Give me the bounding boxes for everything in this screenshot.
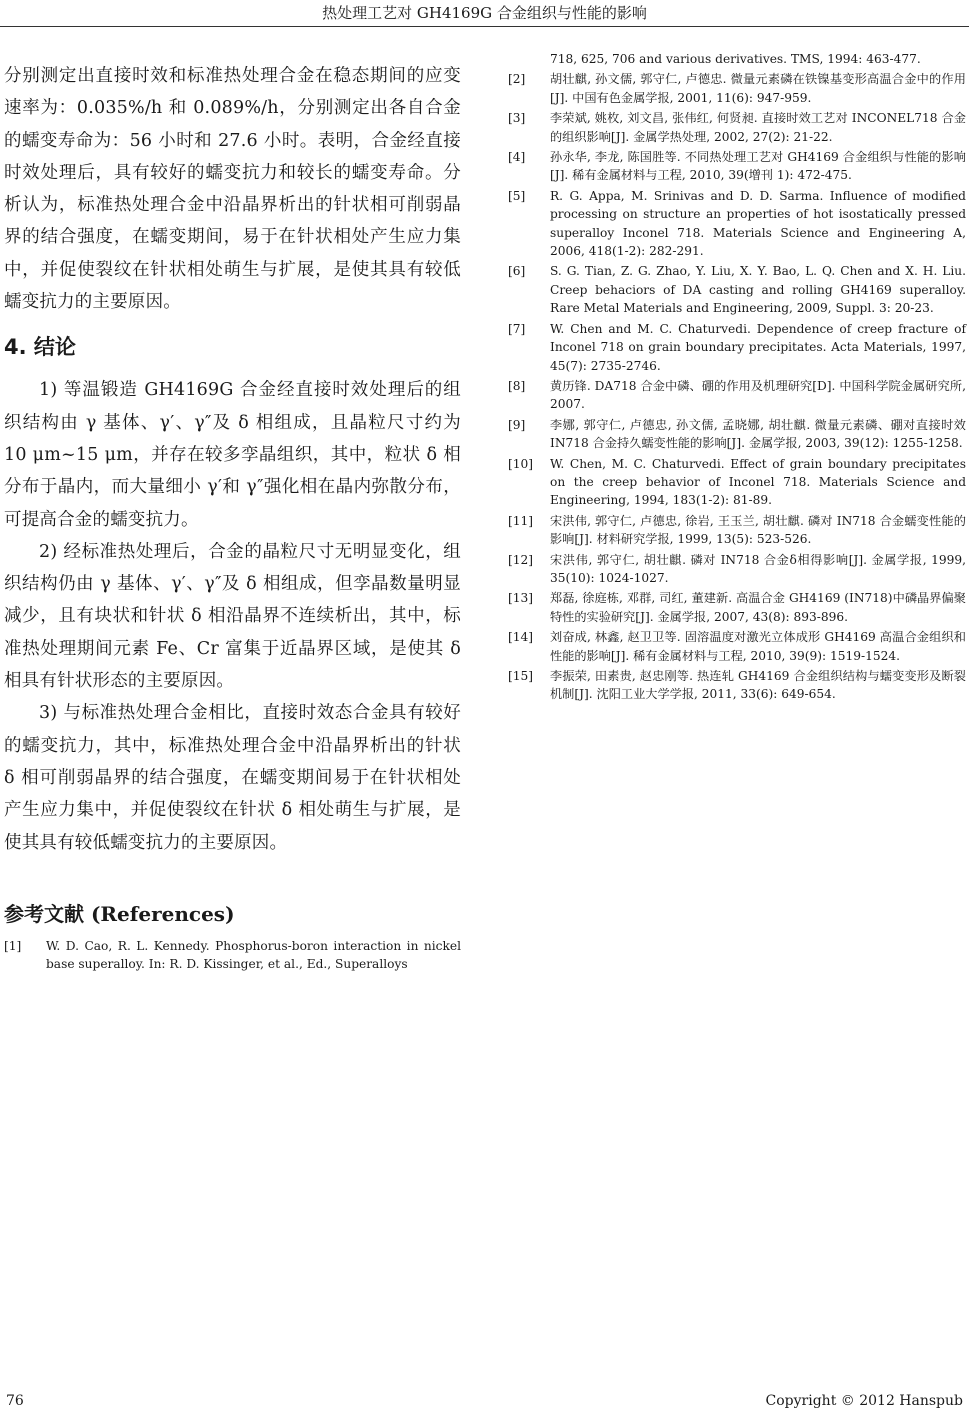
reference-item [508,262,966,317]
header-divider [0,26,969,27]
reference-number: [9] [508,417,526,432]
reference-continuation: 718, 625, 706 and various derivatives. TMS, 1994: 463-477. [550,52,921,66]
reference-number: [4] [508,150,526,165]
reference-text: 宋洪伟, 郭守仁, 卢德忠, 徐岩, 王玉兰, 胡壮麒. 磷对 IN718 合金蠕变性能的影响[J]. 材料研究学报, 1999, 13(5): 523-526. [550,513,966,547]
reference-number: [5] [508,188,526,203]
reference-text: W. Chen and M. C. Chaturvedi. Dependence of creep fracture of Inconel 718 on grain boundary precipitates. Acta Materials, 1997, 45(7): 2735-2746. [550,321,966,373]
reference-number: [11] [508,513,534,528]
reference-item [508,551,966,588]
reference-number: [15] [508,669,534,683]
section-title-conclusions: 4. 结论 [4,335,76,360]
reference-number: [10] [508,456,534,471]
reference-text: W. D. Cao, R. L. Kennedy. Phosphorus-boron interaction in nickel base superalloy. In: R. D. Kissinger, et al., Ed., Superalloys [46,938,461,972]
references-title [4,899,461,929]
reference-text: 孙永华, 李龙, 陈国胜等. 不同热处理工艺对 GH4169 合金组织与性能的影响[J]. 稀有金属材料与工程, 2010, 39(增刊 1): 472-475. [550,150,966,183]
reference-item [508,109,966,146]
reference-item [508,667,966,704]
reference-item [4,937,461,974]
reference-number: [6] [508,264,526,279]
reference-number: [12] [508,552,534,567]
reference-number: [13] [508,591,534,606]
running-header: 热处理工艺对 GH4169G 合金组织与性能的影响 [322,4,647,22]
reference-item [508,187,966,261]
reference-text: S. G. Tian, Z. G. Zhao, Y. Liu, X. Y. Bao, L. Q. Chen and X. H. Liu. Creep behaciors of DA casting and rolling GH4169 superalloy. Rare Metal Materials and Engineering, 2009, Suppl. 3: 20-23. [550,264,966,316]
page-number: 76 [6,1393,24,1409]
reference-item [508,70,966,107]
references-title-en: (References) [90,901,235,926]
reference-text: R. G. Appa, M. Srinivas and D. D. Sarma. Influence of modified processing on structure an properties of hot isostatically pressed superalloy Inconel 718. Materials Science and Engineering A, 2006, 418(1-2): 282-291. [550,188,966,259]
reference-item [508,148,966,185]
reference-item [508,628,966,665]
reference-item [508,455,966,510]
conclusion-item-1: 1) 等温锻造 GH4169G 合金经直接时效处理后的组织结构由 γ 基体、γ′、γ″及 δ 相组成，且晶粒尺寸约为 10 μm~15 μm，并存在较多孪晶组织，其中，粒状 δ 相分布于晶内，而大量细小 γ′和 γ″强化相在晶内弥散分布，可提高合金的蠕变抗力。 [4,380,461,530]
reference-item [508,377,966,414]
reference-number: [7] [508,321,526,336]
reference-item [508,589,966,626]
reference-number: [1] [4,938,22,953]
conclusion-item-3: 3) 与标准热处理合金相比，直接时效态合金具有较好的蠕变抗力，其中，标准热处理合金中沿晶界析出的针状 δ 相可削弱晶界的结合强度，在蠕变期间易于在针状相处产生应力集中，并促使裂纹在针状 δ 相处萌生与扩展，是使其具有较低蠕变抗力的主要原因。 [4,703,461,853]
reference-text: 宋洪伟, 郭守仁, 胡壮麒. 磷对 IN718 合金δ相得影响[J]. 金属学报, 1999, 35(10): 1024-1027. [550,552,966,585]
reference-item [508,416,966,453]
reference-text: 李荣斌, 姚枚, 刘文昌, 张伟红, 何贤昶. 直接时效工艺对 INCONEL718 合金的组织影响[J]. 金属学热处理, 2002, 27(2): 21-22. [550,111,966,144]
reference-list [508,70,966,703]
reference-text: 李娜, 郭守仁, 卢德忠, 孙文儒, 孟晓娜, 胡壮麒. 微量元素磷、硼对直接时效 IN718 合金持久蠕变性能的影响[J]. 金属学报, 2003, 39(12): 1255-1258. [550,417,966,451]
reference-number: [14] [508,630,534,645]
reference-number: [8] [508,378,526,393]
left-column [4,60,461,976]
reference-text: 黄历锋. DA718 合金中磷、硼的作用及机理研究[D]. 中国科学院金属研究所, 2007. [550,378,966,412]
reference-item [508,512,966,549]
reference-item [508,320,966,375]
reference-text: 李振荣, 田素贵, 赵忠刚等. 热连轧 GH4169 合金组织结构与蠕变变形及断裂机制[J]. 沈阳工业大学学报, 2011, 33(6): 649-654. [550,669,966,702]
right-column [508,50,966,706]
copyright-notice: Copyright © 2012 Hanspub [765,1393,963,1409]
reference-text: 胡壮麒, 孙文儒, 郭守仁, 卢德忠. 微量元素磷在铁镍基变形高温合金中的作用[J]. 中国有色金属学报, 2001, 11(6): 947-959. [550,72,966,105]
conclusion-item-2: 2) 经标准热处理后，合金的晶粒尺寸无明显变化，组织结构仍由 γ 基体、γ′、γ″及 δ 相组成，但孪晶数量明显减少，且有块状和针状 δ 相沿晶界不连续析出，其中，标准热处理期间元素 Fe、Cr 富集于近晶界区域，是使其 δ 相具有针状形态的主要原因。 [4,541,461,692]
references-title-cn: 参考文献 [4,901,84,926]
reference-number: [2] [508,72,526,87]
reference-number: [3] [508,111,526,126]
reference-text: 郑磊, 徐庭栋, 邓群, 司红, 董建新. 高温合金 GH4169 (IN718)中磷晶界偏聚特性的实验研究[J]. 金属学报, 2007, 43(8): 893-896. [550,591,966,624]
intro-paragraph: 分别测定出直接时效和标准热处理合金在稳态期间的应变速率为：0.035%/h 和 0.089%/h，分别测定出各自合金的蠕变寿命为：56 小时和 27.6 小时。表明，合金经直接时效处理后，具有较好的蠕变抗力和较长的蠕变寿命。分析认为，标准热处理合金中沿晶界析出的针状相可削弱晶界的结合强度，在蠕变期间，易于在针状相处产生应力集中，并促使裂纹在针状相处萌生与扩展，是使其具有较低蠕变抗力的主要原因。 [4,66,461,313]
reference-text: W. Chen, M. C. Chaturvedi. Effect of grain boundary precipitates on the creep behavior of Inconel 718. Materials Science and Engineering, 1994, 183(1-2): 81-89. [550,456,966,508]
reference-text: 刘奋成, 林鑫, 赵卫卫等. 固溶温度对激光立体成形 GH4169 高温合金组织和性能的影响[J]. 稀有金属材料与工程, 2010, 39(9): 1519-1524. [550,630,966,663]
